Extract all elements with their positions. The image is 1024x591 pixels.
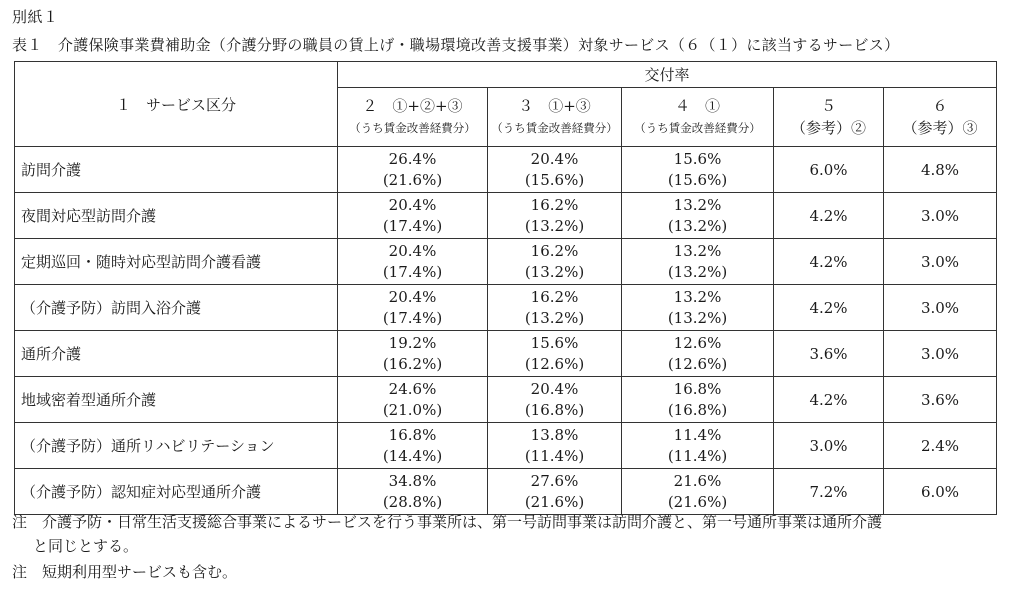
rate-cell-6: 4.8% (884, 147, 997, 193)
rate-wage-portion: (21.6%) (524, 492, 585, 511)
rate-col-header-3 (488, 88, 622, 147)
rate-total: 20.4% (530, 149, 579, 168)
table-row (15, 193, 997, 239)
rate-cell-2 (338, 239, 488, 285)
rate-col-header-2-main: ２ ①+②+③ (362, 97, 463, 115)
note-1-line-2: と同じとする。 (33, 537, 139, 555)
rate-wage-portion: (17.4%) (382, 308, 443, 327)
rate-cell-3 (488, 377, 622, 423)
rate-total: 16.2% (530, 195, 579, 214)
table-row (15, 423, 997, 469)
rate-wage-portion: (21.6%) (382, 170, 443, 189)
rate-cell-4 (622, 331, 774, 377)
rate-cell-2 (338, 377, 488, 423)
service-category-header-label: １ サービス区分 (115, 95, 236, 114)
rate-cell-5: 7.2% (774, 469, 884, 515)
rate-wage-portion: (13.2%) (667, 308, 728, 327)
rate-col-header-6-sub: （参考）③ (902, 119, 978, 137)
rate-total: 13.2% (673, 287, 722, 306)
rate-wage-portion: (13.2%) (667, 262, 728, 281)
rate-cell-5: 6.0% (774, 147, 884, 193)
rate-col-header-5-main: ５ (820, 97, 836, 115)
rate-wage-portion: (16.8%) (524, 400, 585, 419)
rate-col-header-5-sub: （参考）② (790, 119, 866, 137)
rate-total: 21.6% (673, 471, 722, 490)
rate-col-header-3-main: ３ ①+③ (518, 97, 591, 115)
rate-cell-3 (488, 469, 622, 515)
rate-cell-3 (488, 285, 622, 331)
rate-wage-portion: (11.4%) (667, 446, 728, 465)
rate-cell-2 (338, 331, 488, 377)
rate-cell-6: 3.0% (884, 193, 997, 239)
rate-total: 12.6% (673, 333, 722, 352)
note-1 (12, 510, 1012, 558)
rate-total: 13.8% (530, 425, 579, 444)
rate-wage-portion: (16.2%) (382, 354, 443, 373)
rate-cell-6: 3.0% (884, 331, 997, 377)
rate-total: 15.6% (673, 149, 722, 168)
rate-total: 24.6% (388, 379, 437, 398)
rate-total: 13.2% (673, 241, 722, 260)
rate-col-header-2-sub: （うち賃金改善経費分） (349, 121, 476, 135)
rate-wage-portion: (12.6%) (524, 354, 585, 373)
table-title: 表１ 介護保険事業費補助金（介護分野の職員の賃上げ・職場環境改善支援事業）対象サービス（６（１）に該当するサービス） (12, 36, 900, 54)
rate-total: 11.4% (673, 425, 722, 444)
table-body (15, 147, 997, 515)
rate-group-header: 交付率 (338, 62, 997, 88)
rate-cell-2 (338, 147, 488, 193)
rate-wage-portion: (17.4%) (382, 216, 443, 235)
rate-wage-portion: (17.4%) (382, 262, 443, 281)
rate-total: 27.6% (530, 471, 579, 490)
service-name-cell: 定期巡回・随時対応型訪問介護看護 (15, 239, 338, 285)
rate-col-header-4 (622, 88, 774, 147)
rate-cell-6: 6.0% (884, 469, 997, 515)
rate-cell-5: 4.2% (774, 193, 884, 239)
rate-wage-portion: (14.4%) (382, 446, 443, 465)
rate-cell-2 (338, 423, 488, 469)
rate-cell-2 (338, 285, 488, 331)
rate-cell-3 (488, 193, 622, 239)
rate-total: 20.4% (388, 241, 437, 260)
rate-total: 16.8% (388, 425, 437, 444)
rate-wage-portion: (13.2%) (524, 262, 585, 281)
rate-cell-4 (622, 377, 774, 423)
rate-cell-5: 4.2% (774, 377, 884, 423)
rate-col-header-6 (884, 88, 997, 147)
service-name-cell: 地域密着型通所介護 (15, 377, 338, 423)
rate-col-header-4-sub: （うち賃金改善経費分） (634, 121, 761, 135)
service-name-cell: （介護予防）訪問入浴介護 (15, 285, 338, 331)
rate-wage-portion: (12.6%) (667, 354, 728, 373)
rate-col-header-2 (338, 88, 488, 147)
rate-total: 16.8% (673, 379, 722, 398)
rate-total: 16.2% (530, 287, 579, 306)
rate-cell-6: 3.6% (884, 377, 997, 423)
rate-cell-3 (488, 423, 622, 469)
rate-wage-portion: (13.2%) (524, 308, 585, 327)
rate-wage-portion: (13.2%) (667, 216, 728, 235)
rate-cell-4 (622, 193, 774, 239)
rate-wage-portion: (28.8%) (382, 492, 443, 511)
rate-total: 26.4% (388, 149, 437, 168)
rate-total: 20.4% (388, 195, 437, 214)
rate-cell-5: 4.2% (774, 239, 884, 285)
rate-total: 13.2% (673, 195, 722, 214)
table-row (15, 285, 997, 331)
table-row (15, 377, 997, 423)
rate-cell-3 (488, 331, 622, 377)
rate-total: 34.8% (388, 471, 437, 490)
service-name-cell: 訪問介護 (15, 147, 338, 193)
subsidy-rate-table (14, 61, 997, 515)
rate-total: 15.6% (530, 333, 579, 352)
rate-col-header-6-main: ６ (932, 97, 948, 115)
rate-cell-4 (622, 285, 774, 331)
rate-cell-2 (338, 193, 488, 239)
service-name-cell: 夜間対応型訪問介護 (15, 193, 338, 239)
rate-cell-4 (622, 239, 774, 285)
rate-total: 19.2% (388, 333, 437, 352)
rate-col-header-4-main: ４ ① (674, 97, 720, 115)
service-name-cell: 通所介護 (15, 331, 338, 377)
rate-wage-portion: (21.0%) (382, 400, 443, 419)
rate-cell-6: 3.0% (884, 239, 997, 285)
rate-cell-2 (338, 469, 488, 515)
document-label: 別紙１ (12, 8, 59, 26)
service-name-cell: （介護予防）通所リハビリテーション (15, 423, 338, 469)
table-row (15, 469, 997, 515)
rate-cell-3 (488, 147, 622, 193)
rate-col-header-5 (774, 88, 884, 147)
rate-total: 20.4% (530, 379, 579, 398)
service-name-cell: （介護予防）認知症対応型通所介護 (15, 469, 338, 515)
service-category-header (15, 62, 338, 147)
rate-wage-portion: (11.4%) (524, 446, 585, 465)
rate-cell-4 (622, 469, 774, 515)
rate-cell-3 (488, 239, 622, 285)
rate-wage-portion: (21.6%) (667, 492, 728, 511)
rate-total: 20.4% (388, 287, 437, 306)
table-row (15, 331, 997, 377)
rate-cell-4 (622, 147, 774, 193)
header-row-1 (15, 62, 997, 88)
rate-cell-6: 3.0% (884, 285, 997, 331)
rate-wage-portion: (16.8%) (667, 400, 728, 419)
rate-cell-6: 2.4% (884, 423, 997, 469)
rate-cell-5: 4.2% (774, 285, 884, 331)
table-row (15, 147, 997, 193)
note-2: 注 短期利用型サービスも含む。 (12, 563, 238, 581)
rate-cell-5: 3.0% (774, 423, 884, 469)
rate-col-header-3-sub: （うち賃金改善経費分） (491, 121, 618, 135)
note-1-line-1: 注 介護予防・日常生活支援総合事業によるサービスを行う事業所は、第一号訪問事業は訪問介護と、第一号通所事業は通所介護 (12, 513, 883, 531)
rate-wage-portion: (15.6%) (667, 170, 728, 189)
rate-cell-5: 3.6% (774, 331, 884, 377)
rate-wage-portion: (15.6%) (524, 170, 585, 189)
table-row (15, 239, 997, 285)
rate-wage-portion: (13.2%) (524, 216, 585, 235)
rate-cell-4 (622, 423, 774, 469)
rate-total: 16.2% (530, 241, 579, 260)
